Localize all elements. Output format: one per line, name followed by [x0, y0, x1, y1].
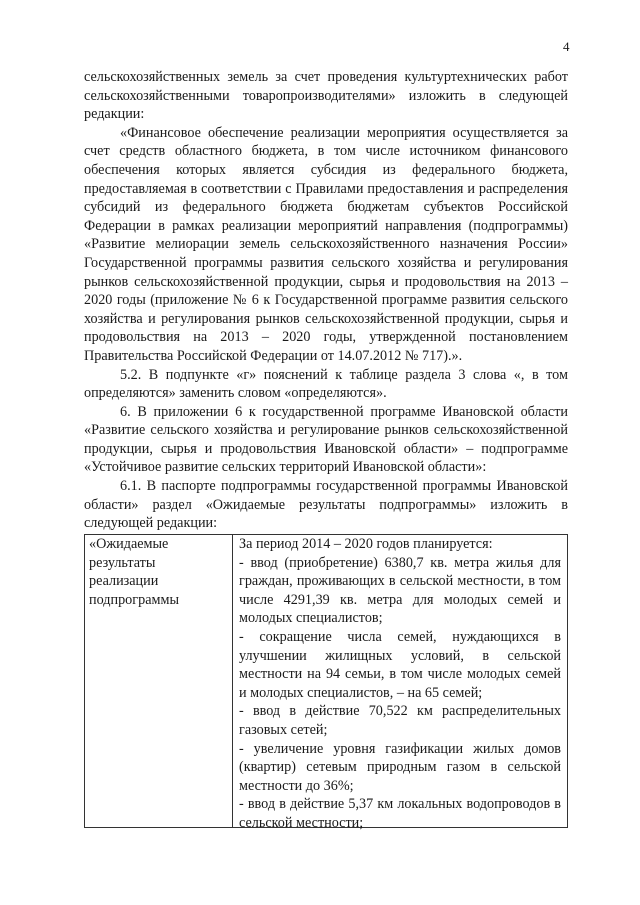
- results-table: [84, 534, 568, 831]
- paragraph: сельскохозяйственных земель за счет проведения культуртехнических работ сельскохозяйственными товаропроизводителями» изложить в следующей редакции:: [84, 69, 568, 123]
- document-body: [84, 68, 568, 533]
- table-label-cell: [85, 535, 233, 827]
- paragraph: 6.1. В паспорте подпрограммы государственной программы Ивановской области» раздел «Ожидаемые результаты подпрограммы» изложить в следующей редакции:: [84, 478, 568, 532]
- table-line: - ввод (приобретение) 6380,7 кв. метра жилья для граждан, проживающих в сельской местности, в том числе 4291,39 кв. метра для молодых семей и молодых специалистов;: [239, 554, 561, 627]
- table-line: За период 2014 – 2020 годов планируется:: [239, 536, 493, 552]
- table-line: - увеличение уровня газификации жилых домов (квартир) сетевым природным газом в сельской местности до 36%;: [239, 740, 561, 794]
- table-line: - сокращение числа семей, нуждающихся в улучшении жилищных условий, в сельской местности на 94 семьи, в том числе молодых семей и молодых специалистов, – на 65 семей;: [239, 628, 561, 701]
- table-line: - ввод в действие 5,37 км локальных водопроводов в сельской местности;: [239, 796, 561, 831]
- table-label-text: «Ожидаемые результаты реализации подпрограммы: [89, 536, 179, 608]
- paragraph: 5.2. В подпункте «г» пояснений к таблице раздела 3 слова «, в том определяются» заменить словом «определяются».: [84, 366, 568, 402]
- table-content-cell: [233, 535, 567, 831]
- page-number: 4: [563, 39, 570, 54]
- table-line: - ввод в действие 70,522 км распределительных газовых сетей;: [239, 703, 561, 738]
- paragraph: «Финансовое обеспечение реализации мероприятия осуществляется за счет средств областного бюджета, в том числе источником финансового обеспечения которых является субсидия из федерального бюджета, предоставляемая в соответствии с Правилами предоставления и распределения субсидий из федерального бюджета бюджетам субъектов Российской Федерации в рамках реализации мероприятий направления (подпрограммы) «Развитие мелиорации земель сельскохозяйственного назначения России» Государственной программы развития сельского хозяйства и регулирования рынков сельскохозяйственной продукции, сырья и продовольствия на 2013 – 2020 годы (приложение № 6 к Государственной программе развития сельского хозяйства и регулирования рынков сельскохозяйственной продукции, сырья и продовольствия на 2013 – 2020 годы, утвержденной постановлением Правительства Российской Федерации от 14.07.2012 № 717).».: [84, 124, 568, 364]
- paragraph: 6. В приложении 6 к государственной программе Ивановской области «Развитие сельского хозяйства и регулирование рынков сельскохозяйственной продукции, сырья и продовольствия Ивановской области» – подпрограмме «Устойчивое развитие сельских территорий Ивановской области»:: [84, 403, 568, 476]
